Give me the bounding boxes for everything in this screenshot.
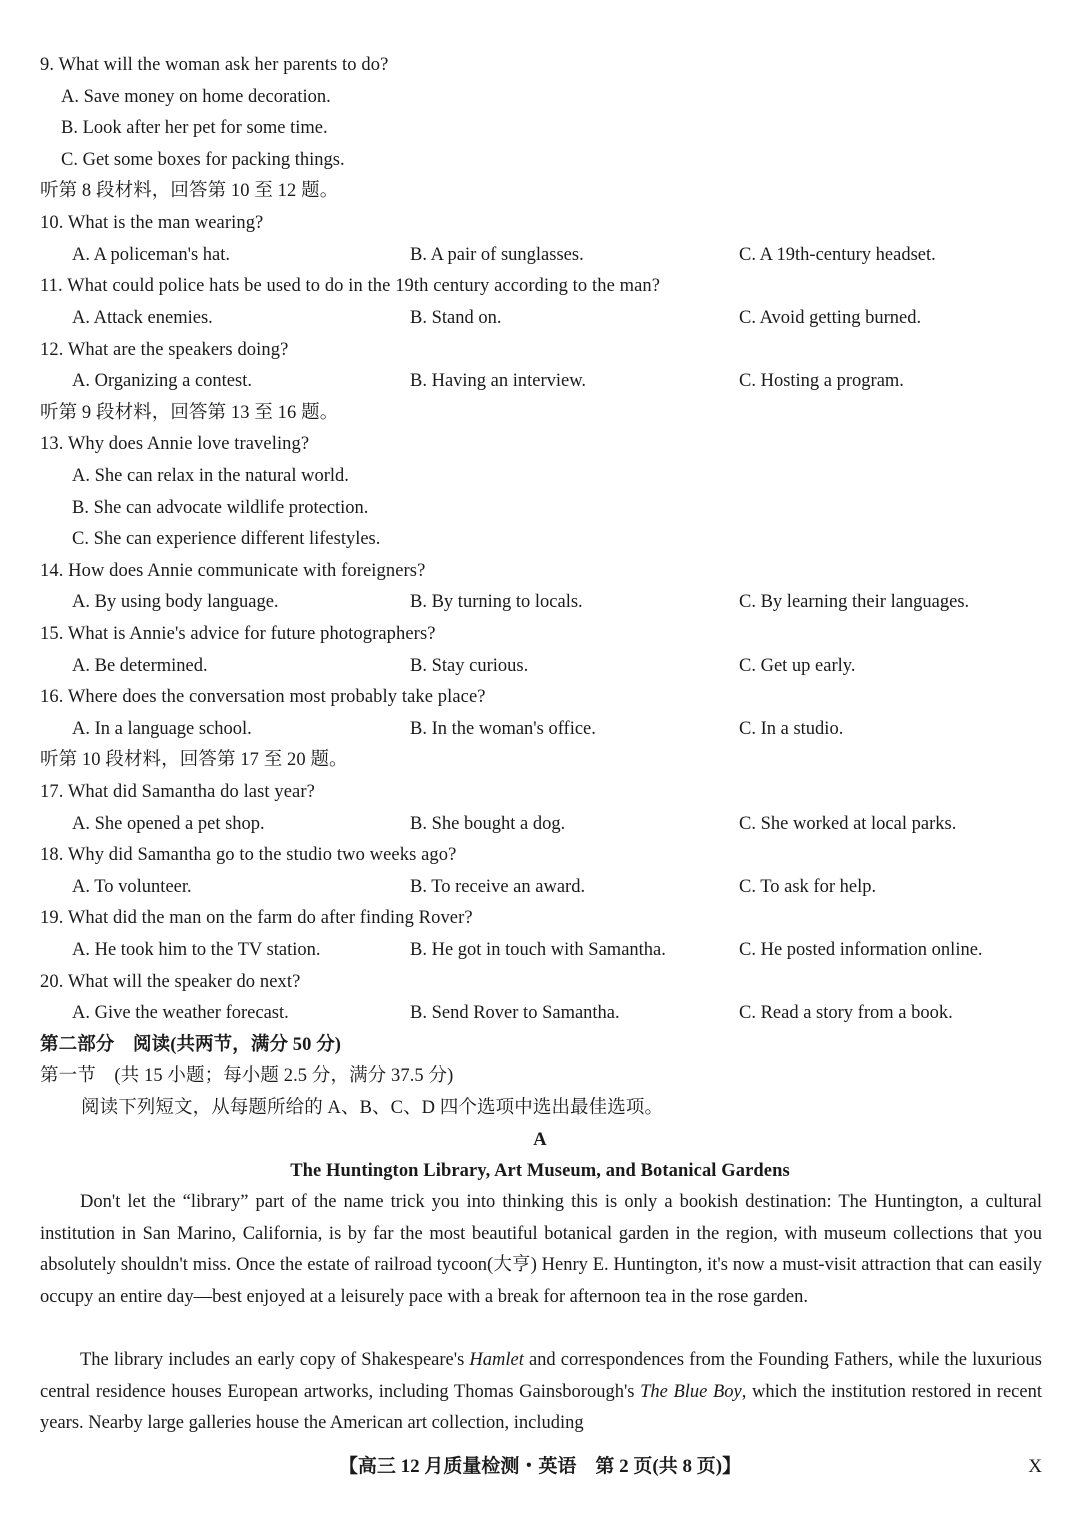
q10-option-a: A. A policeman's hat.	[72, 245, 230, 265]
passage-paragraph-1: Don't let the “library” part of the name trick you into thinking this is only a bookish destination: The Huntington, a cultural institution in San Marino, California, is by far the most beautiful botanical garden in the region, with museum collections that you absolutely shouldn't miss. Once the estate of railroad tycoon(大亨) Henry E. Huntington, it's now a must-visit attraction that can easily occupy an entire day—best enjoyed at a leisurely pace with a break for afternoon tea in the rose garden.	[40, 1192, 1042, 1307]
q20-option-b: B. Send Rover to Samantha.	[410, 1003, 620, 1023]
q11-option-c: C. Avoid getting burned.	[739, 308, 922, 328]
blue-boy-title: The Blue Boy	[640, 1381, 742, 1402]
footer-mark: X	[1028, 1456, 1042, 1477]
q20-option-c: C. Read a story from a book.	[739, 1003, 953, 1023]
q13-option-a: A. She can relax in the natural world.	[72, 466, 349, 486]
q12-option-c: C. Hosting a program.	[739, 371, 904, 391]
q13-option-c: C. She can experience different lifestyles.	[72, 529, 381, 549]
q16-option-b: B. In the woman's office.	[410, 719, 596, 739]
section-8-instruction: 听第 8 段材料，回答第 10 至 12 题。	[40, 181, 339, 201]
section-9-instruction: 听第 9 段材料，回答第 13 至 16 题。	[40, 403, 339, 423]
q9-option-a: A. Save money on home decoration.	[61, 87, 331, 107]
q17-option-b: B. She bought a dog.	[410, 814, 566, 834]
passage-paragraph-2	[40, 1345, 1042, 1440]
section-10-instruction: 听第 10 段材料，回答第 17 至 20 题。	[40, 750, 348, 770]
reading-instruction: 阅读下列短文，从每题所给的 A、B、C、D 四个选项中选出最佳选项。	[81, 1098, 664, 1118]
para2-text-1: The library includes an early copy of Shakespeare's	[80, 1350, 470, 1370]
q9-option-c: C. Get some boxes for packing things.	[61, 150, 345, 170]
q12-option-b: B. Having an interview.	[410, 371, 587, 391]
q9-option-b: B. Look after her pet for some time.	[61, 118, 328, 138]
q14-option-a: A. By using body language.	[72, 592, 279, 612]
q15-option-b: B. Stay curious.	[410, 656, 529, 676]
q15-option-c: C. Get up early.	[739, 656, 856, 676]
question-18: 18. Why did Samantha go to the studio two weeks ago?	[40, 845, 457, 865]
q14-option-c: C. By learning their languages.	[739, 592, 970, 612]
question-12: 12. What are the speakers doing?	[40, 340, 289, 360]
para2-text-3: , which the institution restored in recent years. Nearby large galleries house the American art collection, including	[40, 1381, 1042, 1434]
question-13: 13. Why does Annie love traveling?	[40, 434, 310, 454]
question-17: 17. What did Samantha do last year?	[40, 782, 315, 802]
q19-option-c: C. He posted information online.	[739, 940, 983, 960]
passage-letter: A	[533, 1130, 547, 1150]
question-15: 15. What is Annie's advice for future photographers?	[40, 624, 436, 644]
question-16: 16. Where does the conversation most probably take place?	[40, 687, 486, 707]
q11-option-b: B. Stand on.	[410, 308, 502, 328]
q19-option-b: B. He got in touch with Samantha.	[410, 940, 666, 960]
q11-option-a: A. Attack enemies.	[72, 308, 213, 328]
question-9: 9. What will the woman ask her parents to do?	[40, 55, 389, 75]
q16-option-a: A. In a language school.	[72, 719, 252, 739]
page-footer: 【高三 12 月质量检测・英语 第 2 页(共 8 页)】	[338, 1456, 742, 1477]
q20-option-a: A. Give the weather forecast.	[72, 1003, 289, 1023]
q14-option-b: B. By turning to locals.	[410, 592, 583, 612]
question-10: 10. What is the man wearing?	[40, 213, 264, 233]
question-11: 11. What could police hats be used to do in the 19th century according to the man?	[40, 276, 661, 296]
q16-option-c: C. In a studio.	[739, 719, 844, 739]
q18-option-b: B. To receive an award.	[410, 877, 586, 897]
q17-option-a: A. She opened a pet shop.	[72, 814, 265, 834]
q18-option-a: A. To volunteer.	[72, 877, 192, 897]
q13-option-b: B. She can advocate wildlife protection.	[72, 498, 369, 518]
question-14: 14. How does Annie communicate with foreigners?	[40, 561, 426, 581]
q12-option-a: A. Organizing a contest.	[72, 371, 252, 391]
part-2-heading: 第二部分 阅读(共两节，满分 50 分)	[40, 1035, 342, 1055]
para2-text-2: and correspondences from the Founding Fathers, while the luxurious central residence houses European artworks, including Thomas Gainsborough's	[40, 1350, 1042, 1402]
q10-option-b: B. A pair of sunglasses.	[410, 245, 584, 265]
passage-title: The Huntington Library, Art Museum, and Botanical Gardens	[290, 1161, 790, 1181]
q19-option-a: A. He took him to the TV station.	[72, 940, 321, 960]
q15-option-a: A. Be determined.	[72, 656, 208, 676]
q10-option-c: C. A 19th-century headset.	[739, 245, 936, 265]
question-20: 20. What will the speaker do next?	[40, 972, 301, 992]
q18-option-c: C. To ask for help.	[739, 877, 877, 897]
section-1-heading: 第一节 (共 15 小题；每小题 2.5 分，满分 37.5 分)	[40, 1066, 454, 1086]
q17-option-c: C. She worked at local parks.	[739, 814, 957, 834]
hamlet-title: Hamlet	[469, 1350, 524, 1370]
question-19: 19. What did the man on the farm do after finding Rover?	[40, 908, 473, 928]
